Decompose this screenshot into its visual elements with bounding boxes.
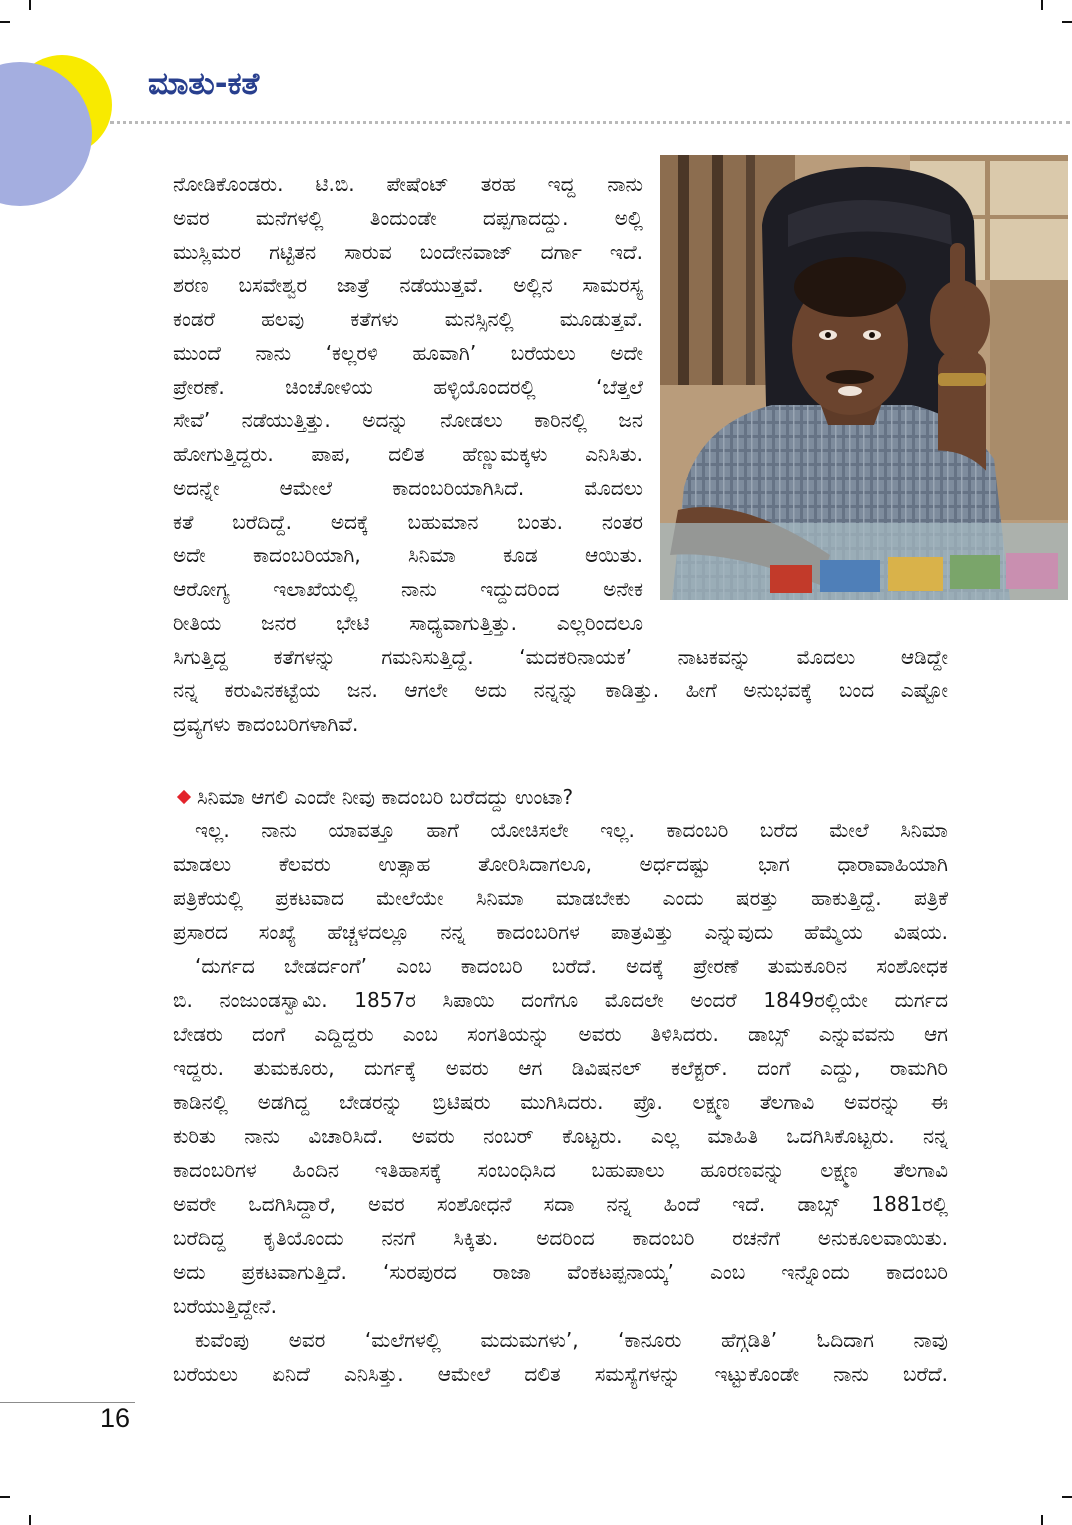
text-line: ಕಾದಂಬರಿಗಳ ಹಿಂದಿನ ಇತಿಹಾಸಕ್ಕೆ ಸಂಬಂಧಿಸಿದ ಬಹುಪಾಲು ಹೂರಣವನ್ನು ಲಕ್ಷ್ಮಣ ತೆಲಗಾವಿ xyxy=(173,1158,948,1182)
text-line: ಸೇವೆ’ ನಡೆಯುತ್ತಿತ್ತು. ಅದನ್ನು ನೋಡಲು ಕಾರಿನಲ್ಲಿ ಜನ xyxy=(173,408,643,433)
text-line: ಕುರಿತು ನಾನು ವಿಚಾರಿಸಿದೆ. ಅವರು ನಂಬರ್ ಕೊಟ್ಟರು. ಎಲ್ಲ ಮಾಹಿತಿ ಒದಗಿಸಿಕೊಟ್ಟರು. ನನ್ನ xyxy=(173,1124,948,1148)
text-line: ಅವರ ಮನೆಗಳಲ್ಲಿ ತಿಂದುಂಡೇ ದಪ್ಪಗಾದದ್ದು. ಅಲ್ಲಿ xyxy=(173,205,643,230)
crop-mark-left-top xyxy=(0,21,10,23)
text-line: ‘ದುರ್ಗದ ಬೇಡರ್ದಂಗೆ’ ಎಂಬ ಕಾದಂಬರಿ ಬರೆದೆ. ಅದಕ್ಕೆ ಪ್ರೇರಣೆ ತುಮಕೂರಿನ ಸಂಶೋಧಕ xyxy=(195,954,948,978)
interview-question xyxy=(173,780,948,814)
crop-mark-right-top xyxy=(1062,21,1072,23)
page-number: 16 xyxy=(100,1403,131,1433)
text-line: ಸಿಗುತ್ತಿದ್ದ ಕತೆಗಳನ್ನು ಗಮನಿಸುತ್ತಿದ್ದೆ. ‘ಮದಕರಿನಾಯಕ’ ನಾಟಕವನ್ನು ಮೊದಲು ಆಡಿದ್ದೇ xyxy=(173,644,948,669)
text-line: ಕಂಡರೆ ಹಲವು ಕತೆಗಳು ಮನಸ್ಸಿನಲ್ಲಿ ಮೂಡುತ್ತವೆ. xyxy=(173,307,643,331)
text-line: ಆರೋಗ್ಯ ಇಲಾಖೆಯಲ್ಲಿ ನಾನು ಇದ್ದುದರಿಂದ ಅನೇಕ xyxy=(173,577,643,601)
crop-mark-bottom-left xyxy=(29,1515,31,1525)
text-line: ಬರೆಯಲು ಏನಿದೆ ಎನಿಸಿತ್ತು. ಆಮೇಲೆ ದಲಿತ ಸಮಸ್ಯೆಗಳನ್ನು ಇಟ್ಟುಕೊಂಡೇ ನಾನು ಬರೆದೆ. xyxy=(173,1362,948,1386)
crop-mark-right-bottom xyxy=(1062,1496,1072,1498)
intro-paragraph xyxy=(173,168,948,742)
text-line: ದ್ರವ್ಯಗಳು ಕಾದಂಬರಿಗಳಾಗಿವೆ. xyxy=(173,712,359,736)
text-line: ನೋಡಿಕೊಂಡರು. ಟಿ.ಬಿ. ಪೇಷೆಂಟ್ ತರಹ ಇದ್ದ ನಾನು xyxy=(173,172,643,196)
crop-mark-top-right xyxy=(1041,0,1043,10)
text-line: ಮಾಡಲು ಕೆಲವರು ಉತ್ಸಾಹ ತೋರಿಸಿದಾಗಲೂ, ಅರ್ಧದಷ್ಟು ಭಾಗ ಧಾರಾವಾಹಿಯಾಗಿ xyxy=(173,852,948,876)
section-title: ಮಾತು-ಕತೆ xyxy=(148,66,260,102)
crop-mark-bottom-right xyxy=(1041,1515,1043,1525)
text-line: ಕುವೆಂಪು ಅವರ ‘ಮಲೆಗಳಲ್ಲಿ ಮದುಮಗಳು’, ‘ಕಾನೂರು ಹೆಗ್ಗಡಿತಿ’ ಓದಿದಾಗ ನಾವು xyxy=(195,1328,948,1352)
text-line: ಹೋಗುತ್ತಿದ್ದರು. ಪಾಪ, ದಲಿತ ಹೆಣ್ಣುಮಕ್ಕಳು ಎನಿಸಿತು. xyxy=(173,442,643,466)
crop-mark-left-bottom xyxy=(0,1496,10,1498)
text-line: ಬಿ. ನಂಜುಂಡಸ್ವಾಮಿ. 1857ರ ಸಿಪಾಯಿ ದಂಗೆಗೂ ಮೊದಲೇ ಅಂದರೆ 1849ರಲ್ಲಿಯೇ ದುರ್ಗದ xyxy=(173,988,948,1012)
text-line: ಇದ್ದರು. ತುಮಕೂರು, ದುರ್ಗಕ್ಕೆ ಅವರು ಆಗ ಡಿವಿಷನಲ್ ಕಲೆಕ್ಟರ್. ದಂಗೆ ಎದ್ದು, ರಾಮಗಿರಿ xyxy=(173,1056,948,1080)
question-text: ಸಿನಿಮಾ ಆಗಲಿ ಎಂದೇ ನೀವು ಕಾದಂಬರಿ ಬರೆದದ್ದು ಉಂಟಾ? xyxy=(197,785,574,809)
red-diamond-icon xyxy=(177,790,191,804)
text-line: ಪ್ರಸಾರದ ಸಂಖ್ಯೆ ಹೆಚ್ಚಳದಲ್ಲೂ ನನ್ನ ಕಾದಂಬರಿಗಳ ಪಾತ್ರವಿತ್ತು ಎನ್ನುವುದು ಹೆಮ್ಮೆಯ ವಿಷಯ. xyxy=(173,920,948,944)
text-line: ಅದೇ ಕಾದಂಬರಿಯಾಗಿ, ಸಿನಿಮಾ ಕೂಡ ಆಯಿತು. xyxy=(173,543,643,568)
text-line: ಶರಣ ಬಸವೇಶ್ವರ ಜಾತ್ರೆ ನಡೆಯುತ್ತವೆ. ಅಲ್ಲಿನ ಸಾಮರಸ್ಯ xyxy=(173,273,643,298)
text-line: ಬರೆದಿದ್ದ ಕೃತಿಯೊಂದು ನನಗೆ ಸಿಕ್ಕಿತು. ಅದರಿಂದ ಕಾದಂಬರಿ ರಚನೆಗೆ ಅನುಕೂಲವಾಯಿತು. xyxy=(173,1226,948,1250)
text-line: ಅವರೇ ಒದಗಿಸಿದ್ದಾರೆ, ಅವರ ಸಂಶೋಧನೆ ಸದಾ ನನ್ನ ಹಿಂದೆ ಇದೆ. ಡಾಬ್ಸ್ 1881ರಲ್ಲಿ xyxy=(173,1192,948,1216)
text-line: ನನ್ನ ಕರುವಿನಕಟ್ಟೆಯ ಜನ. ಆಗಲೇ ಅದು ನನ್ನನ್ನು ಕಾಡಿತ್ತು. ಹೀಗೆ ಅನುಭವಕ್ಕೆ ಬಂದ ಎಷ್ಟೋ xyxy=(173,678,948,703)
text-line: ಅದು ಪ್ರಕಟವಾಗುತ್ತಿದೆ. ‘ಸುರಪುರದ ರಾಜಾ ವೆಂಕಟಪ್ಪನಾಯ್ಕ’ ಎಂಬ ಇನ್ನೊಂದು ಕಾದಂಬರಿ xyxy=(173,1260,948,1284)
interview-answer xyxy=(173,813,948,1391)
text-line: ಕಾಡಿನಲ್ಲಿ ಅಡಗಿದ್ದ ಬೇಡರನ್ನು ಬ್ರಿಟಿಷರು ಮುಗಿಸಿದರು. ಪ್ರೊ. ಲಕ್ಷ್ಮಣ ತೆಲಗಾವಿ ಅವರನ್ನು ಈ xyxy=(173,1090,948,1114)
text-line: ಅದನ್ನೇ ಆಮೇಲೆ ಕಾದಂಬರಿಯಾಗಿಸಿದೆ. ಮೊದಲು xyxy=(173,475,643,500)
text-line: ಪತ್ರಿಕೆಯಲ್ಲಿ ಪ್ರಕಟವಾದ ಮೇಲೆಯೇ ಸಿನಿಮಾ ಮಾಡಬೇಕು ಎಂದು ಷರತ್ತು ಹಾಕುತ್ತಿದ್ದೆ. ಪತ್ರಿಕೆ xyxy=(173,886,948,910)
text-line: ಪ್ರೇರಣೆ. ಚಿಂಚೋಳಿಯ ಹಳ್ಳಿಯೊಂದರಲ್ಲಿ ‘ಬೆತ್ತಲೆ xyxy=(173,374,643,399)
crop-mark-top-left xyxy=(29,0,31,10)
text-line: ಬರೆಯುತ್ತಿದ್ದೇನೆ. xyxy=(173,1294,277,1318)
text-line: ರೀತಿಯ ಜನರ ಭೇಟಿ ಸಾಧ್ಯವಾಗುತ್ತಿತ್ತು. ಎಲ್ಲರಿಂದಲೂ xyxy=(173,610,643,635)
text-line: ಬೇಡರು ದಂಗೆ ಎದ್ದಿದ್ದರು ಎಂಬ ಸಂಗತಿಯನ್ನು ಅವರು ತಿಳಿಸಿದರು. ಡಾಬ್ಸ್ ಎನ್ನುವವನು ಆಗ xyxy=(173,1022,948,1046)
text-line: ಮುಸ್ಲಿಮರ ಗಟ್ಟಿತನ ಸಾರುವ ಬಂದೇನವಾಜ್ ದರ್ಗಾ ಇದೆ. xyxy=(173,239,643,264)
text-line: ಮುಂದೆ ನಾನು ‘ಕಲ್ಲರಳಿ ಹೂವಾಗಿ’ ಬರೆಯಲು ಅದೇ xyxy=(173,340,643,365)
text-line: ಇಲ್ಲ. ನಾನು ಯಾವತ್ತೂ ಹಾಗೆ ಯೋಚಿಸಲೇ ಇಲ್ಲ. ಕಾದಂಬರಿ ಬರೆದ ಮೇಲೆ ಸಿನಿಮಾ xyxy=(195,818,948,842)
text-line: ಕತೆ ಬರೆದಿದ್ದೆ. ಅದಕ್ಕೆ ಬಹುಮಾನ ಬಂತು. ನಂತರ xyxy=(173,509,643,534)
header-dotted-rule xyxy=(110,121,1070,124)
